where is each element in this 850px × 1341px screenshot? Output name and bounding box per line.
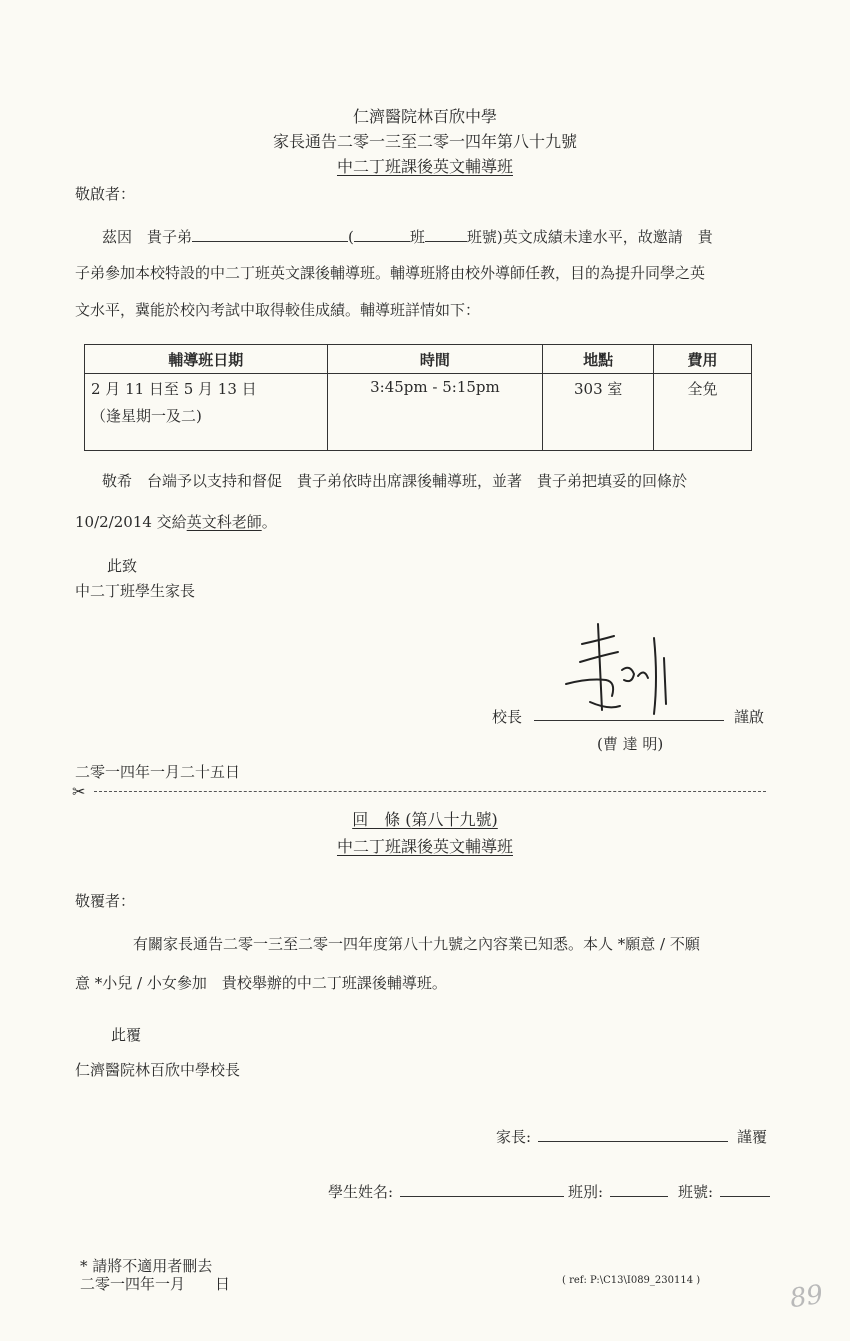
english-teacher: 英文科老師 [186, 513, 262, 531]
principal-label: 校長 [492, 708, 523, 726]
reply-title: 回 條 (第八十九號) [352, 810, 498, 829]
reply-body-line-1: 有關家長通告二零一三至二零一四年度第八十九號之內容業已知悉。本人 *願意 / 不願 [133, 935, 700, 953]
reply-date: 二零一四年一月 日 [80, 1275, 231, 1293]
student-name-label: 學生姓名: [328, 1183, 394, 1201]
class-field[interactable] [610, 1196, 668, 1197]
student-name-field[interactable] [400, 1196, 564, 1197]
signature-line [534, 720, 724, 721]
cell-fee: 全免 [654, 374, 752, 451]
reply-salutation: 敬覆者： [75, 892, 136, 910]
para2-end: 。 [261, 513, 277, 531]
para1-class-no: 班號)英文成績未達水平，故邀請 貴 [466, 228, 713, 246]
note: * 請將不適用者刪去 [80, 1257, 213, 1275]
student-name-blank [192, 227, 348, 242]
date-line-1: 2 月 11 日至 5 月 13 日 [91, 380, 257, 398]
school-name: 仁濟醫院林百欣中學 [352, 107, 497, 126]
cell-date [85, 374, 328, 451]
para1-class: 班 [409, 228, 425, 246]
header-venue: 地點 [543, 345, 654, 374]
reply-closing: 此覆 [111, 1026, 142, 1044]
notice-date: 二零一四年一月二十五日 [75, 763, 241, 781]
paragraph-2-line-2 [75, 511, 277, 532]
class-blank [354, 227, 410, 242]
respectfully-label: 謹啟 [734, 708, 765, 726]
header-time: 時間 [327, 345, 543, 374]
cell-venue: 303 室 [543, 374, 654, 451]
principal-signature [560, 618, 680, 720]
date-line-2: （逢星期一及二) [91, 407, 202, 425]
closing: 此致 [107, 557, 138, 575]
class-no-field[interactable] [720, 1196, 770, 1197]
class-no-blank [425, 227, 467, 242]
para1-prefix: 茲因 貴子弟 [102, 228, 193, 246]
cell-time: 3:45pm - 5:15pm [327, 374, 543, 451]
paragraph-1-line-1 [102, 226, 713, 247]
header-date: 輔導班日期 [85, 345, 328, 374]
reference-code: ( ref: P:\C13\I089_230114 ) [562, 1275, 701, 1286]
schedule-table [84, 344, 752, 451]
parent-label: 家長: [496, 1128, 532, 1146]
table-header-row [85, 345, 752, 374]
parent-signature-field[interactable] [538, 1141, 728, 1142]
table-row [85, 374, 752, 451]
para1-paren: ( [348, 228, 354, 246]
paragraph-1-line-3: 文水平，冀能於校內考試中取得較佳成績。輔導班詳情如下： [75, 301, 481, 319]
class-no-label: 班號: [678, 1183, 714, 1201]
scissors-icon: ✂ [72, 782, 86, 801]
reply-subject: 中二丁班課後英文輔導班 [336, 837, 513, 856]
reply-body-line-2: 意 *小兒 / 小女參加 貴校舉辦的中二丁班課後輔導班。 [75, 974, 447, 992]
notice-number: 家長通告二零一三至二零一四年第八十九號 [272, 132, 577, 151]
salutation: 敬啟者： [75, 185, 136, 203]
notice-subject: 中二丁班課後英文輔導班 [336, 157, 513, 176]
paragraph-2-line-1: 敬希 台端予以支持和督促 貴子弟依時出席課後輔導班，並著 貴子弟把填妥的回條於 [102, 472, 688, 490]
paragraph-1-line-2: 子弟參加本校特設的中二丁班英文課後輔導班。輔導班將由校外導師任教，目的為提升同學之英 [75, 264, 706, 282]
page-number-mark: 89 [788, 1279, 826, 1315]
tear-off-line [94, 791, 766, 792]
return-date: 10/2/2014 交給 [75, 513, 187, 531]
class-label: 班別: [568, 1183, 604, 1201]
principal-name: (曹 達 明) [597, 735, 664, 753]
parent-end-label: 謹覆 [737, 1128, 768, 1146]
reply-addressee: 仁濟醫院林百欣中學校長 [75, 1061, 241, 1079]
header-fee: 費用 [654, 345, 752, 374]
addressee: 中二丁班學生家長 [75, 582, 196, 600]
